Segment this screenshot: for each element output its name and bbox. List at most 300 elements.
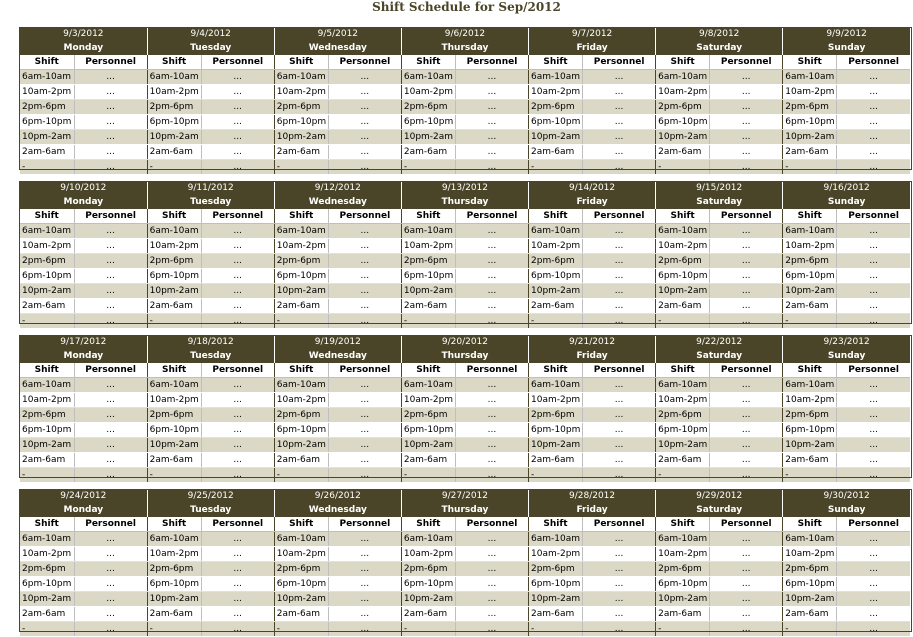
personnel-cell[interactable]: ...	[583, 622, 656, 637]
personnel-cell[interactable]: ...	[837, 438, 910, 453]
personnel-cell[interactable]: ...	[455, 532, 528, 547]
shift-time-cell[interactable]: 6am-10am	[147, 224, 201, 239]
personnel-cell[interactable]: ...	[455, 408, 528, 423]
shift-time-cell[interactable]: -	[274, 622, 328, 637]
personnel-cell[interactable]: ...	[710, 85, 783, 100]
shift-time-cell[interactable]: 2pm-6pm	[401, 100, 455, 115]
shift-time-cell[interactable]: 10pm-2am	[529, 284, 583, 299]
personnel-cell[interactable]: ...	[455, 85, 528, 100]
personnel-cell[interactable]: ...	[583, 224, 656, 239]
personnel-cell[interactable]: ...	[201, 393, 274, 408]
shift-time-cell[interactable]: 10am-2pm	[783, 393, 837, 408]
shift-time-cell[interactable]: 10am-2pm	[529, 85, 583, 100]
shift-time-cell[interactable]: 6am-10am	[274, 224, 328, 239]
shift-time-cell[interactable]: 2pm-6pm	[656, 408, 710, 423]
personnel-cell[interactable]: ...	[328, 423, 401, 438]
personnel-cell[interactable]: ...	[710, 254, 783, 269]
personnel-cell[interactable]: ...	[583, 378, 656, 393]
personnel-cell[interactable]: ...	[837, 145, 910, 160]
personnel-cell[interactable]: ...	[328, 224, 401, 239]
shift-time-cell[interactable]: 6am-10am	[529, 224, 583, 239]
shift-time-cell[interactable]: 10am-2pm	[274, 547, 328, 562]
shift-time-cell[interactable]: 10am-2pm	[401, 393, 455, 408]
personnel-cell[interactable]: ...	[710, 453, 783, 468]
shift-time-cell[interactable]: -	[147, 622, 201, 637]
shift-time-cell[interactable]: 6am-10am	[274, 70, 328, 85]
personnel-cell[interactable]: ...	[710, 239, 783, 254]
personnel-cell[interactable]: ...	[201, 423, 274, 438]
personnel-cell[interactable]: ...	[583, 438, 656, 453]
shift-time-cell[interactable]: 10pm-2am	[274, 284, 328, 299]
personnel-cell[interactable]: ...	[328, 592, 401, 607]
shift-time-cell[interactable]: 2pm-6pm	[401, 408, 455, 423]
personnel-cell[interactable]: ...	[837, 408, 910, 423]
shift-time-cell[interactable]: 6pm-10pm	[656, 423, 710, 438]
personnel-cell[interactable]: ...	[583, 130, 656, 145]
personnel-cell[interactable]: ...	[74, 115, 147, 130]
personnel-cell[interactable]: ...	[710, 547, 783, 562]
shift-time-cell[interactable]: 2pm-6pm	[274, 562, 328, 577]
shift-time-cell[interactable]: 10am-2pm	[274, 239, 328, 254]
personnel-cell[interactable]: ...	[583, 468, 656, 483]
personnel-cell[interactable]: ...	[455, 130, 528, 145]
shift-time-cell[interactable]: -	[529, 314, 583, 329]
personnel-cell[interactable]: ...	[837, 284, 910, 299]
personnel-cell[interactable]: ...	[328, 239, 401, 254]
personnel-cell[interactable]: ...	[74, 423, 147, 438]
personnel-cell[interactable]: ...	[455, 70, 528, 85]
personnel-cell[interactable]: ...	[74, 607, 147, 622]
shift-time-cell[interactable]: 10am-2pm	[147, 393, 201, 408]
personnel-cell[interactable]: ...	[328, 100, 401, 115]
personnel-cell[interactable]: ...	[837, 299, 910, 314]
personnel-cell[interactable]: ...	[710, 160, 783, 175]
shift-time-cell[interactable]: 6am-10am	[656, 378, 710, 393]
personnel-cell[interactable]: ...	[74, 284, 147, 299]
shift-time-cell[interactable]: 2pm-6pm	[274, 408, 328, 423]
personnel-cell[interactable]: ...	[201, 408, 274, 423]
shift-time-cell[interactable]: 10pm-2am	[783, 130, 837, 145]
shift-time-cell[interactable]: 10pm-2am	[401, 130, 455, 145]
personnel-cell[interactable]: ...	[328, 408, 401, 423]
shift-time-cell[interactable]: -	[401, 314, 455, 329]
shift-time-cell[interactable]: 10am-2pm	[529, 393, 583, 408]
personnel-cell[interactable]: ...	[583, 254, 656, 269]
personnel-cell[interactable]: ...	[201, 299, 274, 314]
personnel-cell[interactable]: ...	[837, 378, 910, 393]
shift-time-cell[interactable]: 6am-10am	[20, 70, 74, 85]
shift-time-cell[interactable]: 6am-10am	[147, 70, 201, 85]
personnel-cell[interactable]: ...	[583, 607, 656, 622]
shift-time-cell[interactable]: -	[20, 314, 74, 329]
personnel-cell[interactable]: ...	[328, 284, 401, 299]
shift-time-cell[interactable]: 10am-2pm	[20, 85, 74, 100]
personnel-cell[interactable]: ...	[837, 592, 910, 607]
personnel-cell[interactable]: ...	[74, 85, 147, 100]
personnel-cell[interactable]: ...	[74, 224, 147, 239]
personnel-cell[interactable]: ...	[201, 160, 274, 175]
shift-time-cell[interactable]: 6am-10am	[783, 532, 837, 547]
personnel-cell[interactable]: ...	[201, 438, 274, 453]
personnel-cell[interactable]: ...	[837, 577, 910, 592]
personnel-cell[interactable]: ...	[328, 562, 401, 577]
shift-time-cell[interactable]: 2pm-6pm	[783, 408, 837, 423]
personnel-cell[interactable]: ...	[583, 408, 656, 423]
shift-time-cell[interactable]: 2pm-6pm	[147, 100, 201, 115]
shift-time-cell[interactable]: -	[656, 314, 710, 329]
personnel-cell[interactable]: ...	[328, 130, 401, 145]
shift-time-cell[interactable]: 10pm-2am	[656, 284, 710, 299]
personnel-cell[interactable]: ...	[455, 284, 528, 299]
shift-time-cell[interactable]: 6pm-10pm	[20, 115, 74, 130]
shift-time-cell[interactable]: 10am-2pm	[401, 239, 455, 254]
personnel-cell[interactable]: ...	[583, 547, 656, 562]
shift-time-cell[interactable]: 10pm-2am	[20, 284, 74, 299]
shift-time-cell[interactable]: 2pm-6pm	[20, 408, 74, 423]
shift-time-cell[interactable]: 2pm-6pm	[529, 100, 583, 115]
personnel-cell[interactable]: ...	[455, 100, 528, 115]
personnel-cell[interactable]: ...	[328, 115, 401, 130]
personnel-cell[interactable]: ...	[201, 592, 274, 607]
shift-time-cell[interactable]: 2pm-6pm	[147, 562, 201, 577]
personnel-cell[interactable]: ...	[837, 314, 910, 329]
personnel-cell[interactable]: ...	[74, 160, 147, 175]
personnel-cell[interactable]: ...	[74, 378, 147, 393]
personnel-cell[interactable]: ...	[74, 453, 147, 468]
personnel-cell[interactable]: ...	[328, 532, 401, 547]
personnel-cell[interactable]: ...	[201, 145, 274, 160]
personnel-cell[interactable]: ...	[74, 299, 147, 314]
personnel-cell[interactable]: ...	[328, 85, 401, 100]
personnel-cell[interactable]: ...	[837, 70, 910, 85]
shift-time-cell[interactable]: -	[20, 622, 74, 637]
personnel-cell[interactable]: ...	[328, 438, 401, 453]
shift-time-cell[interactable]: 6pm-10pm	[656, 577, 710, 592]
shift-time-cell[interactable]: 6am-10am	[20, 532, 74, 547]
personnel-cell[interactable]: ...	[201, 577, 274, 592]
shift-time-cell[interactable]: 6pm-10pm	[20, 423, 74, 438]
shift-time-cell[interactable]: 2am-6am	[147, 453, 201, 468]
shift-time-cell[interactable]: 2am-6am	[20, 607, 74, 622]
shift-time-cell[interactable]: 6pm-10pm	[401, 577, 455, 592]
shift-time-cell[interactable]: 2pm-6pm	[20, 100, 74, 115]
shift-time-cell[interactable]: 2am-6am	[274, 299, 328, 314]
personnel-cell[interactable]: ...	[74, 468, 147, 483]
personnel-cell[interactable]: ...	[710, 408, 783, 423]
personnel-cell[interactable]: ...	[201, 547, 274, 562]
shift-time-cell[interactable]: 6pm-10pm	[529, 269, 583, 284]
shift-time-cell[interactable]: 10pm-2am	[656, 592, 710, 607]
shift-time-cell[interactable]: 2am-6am	[274, 453, 328, 468]
shift-time-cell[interactable]: 6pm-10pm	[529, 115, 583, 130]
shift-time-cell[interactable]: 10am-2pm	[147, 239, 201, 254]
shift-time-cell[interactable]: 2am-6am	[783, 607, 837, 622]
shift-time-cell[interactable]: -	[147, 314, 201, 329]
shift-time-cell[interactable]: 6pm-10pm	[274, 115, 328, 130]
shift-time-cell[interactable]: 10pm-2am	[529, 130, 583, 145]
shift-time-cell[interactable]: 2am-6am	[783, 453, 837, 468]
shift-time-cell[interactable]: 10am-2pm	[147, 547, 201, 562]
shift-time-cell[interactable]: 6am-10am	[656, 532, 710, 547]
personnel-cell[interactable]: ...	[201, 284, 274, 299]
personnel-cell[interactable]: ...	[201, 562, 274, 577]
personnel-cell[interactable]: ...	[455, 393, 528, 408]
shift-time-cell[interactable]: 2am-6am	[656, 453, 710, 468]
shift-time-cell[interactable]: 6pm-10pm	[529, 423, 583, 438]
shift-time-cell[interactable]: 6pm-10pm	[274, 577, 328, 592]
shift-time-cell[interactable]: 10pm-2am	[274, 592, 328, 607]
personnel-cell[interactable]: ...	[201, 607, 274, 622]
shift-time-cell[interactable]: -	[529, 160, 583, 175]
personnel-cell[interactable]: ...	[837, 254, 910, 269]
personnel-cell[interactable]: ...	[837, 130, 910, 145]
shift-time-cell[interactable]: 6am-10am	[147, 378, 201, 393]
personnel-cell[interactable]: ...	[583, 70, 656, 85]
personnel-cell[interactable]: ...	[583, 577, 656, 592]
personnel-cell[interactable]: ...	[455, 314, 528, 329]
personnel-cell[interactable]: ...	[455, 254, 528, 269]
personnel-cell[interactable]: ...	[583, 145, 656, 160]
personnel-cell[interactable]: ...	[201, 239, 274, 254]
shift-time-cell[interactable]: 6pm-10pm	[20, 577, 74, 592]
shift-time-cell[interactable]: 10pm-2am	[147, 284, 201, 299]
personnel-cell[interactable]: ...	[455, 224, 528, 239]
shift-time-cell[interactable]: 2am-6am	[401, 299, 455, 314]
personnel-cell[interactable]: ...	[583, 299, 656, 314]
shift-time-cell[interactable]: 6pm-10pm	[529, 577, 583, 592]
shift-time-cell[interactable]: -	[274, 160, 328, 175]
shift-time-cell[interactable]: -	[401, 468, 455, 483]
personnel-cell[interactable]: ...	[201, 622, 274, 637]
shift-time-cell[interactable]: 2am-6am	[401, 607, 455, 622]
personnel-cell[interactable]: ...	[328, 70, 401, 85]
shift-time-cell[interactable]: 2pm-6pm	[20, 562, 74, 577]
shift-time-cell[interactable]: 2pm-6pm	[529, 562, 583, 577]
personnel-cell[interactable]: ...	[710, 393, 783, 408]
personnel-cell[interactable]: ...	[583, 85, 656, 100]
personnel-cell[interactable]: ...	[837, 239, 910, 254]
personnel-cell[interactable]: ...	[837, 423, 910, 438]
shift-time-cell[interactable]: 6am-10am	[529, 532, 583, 547]
shift-time-cell[interactable]: 2pm-6pm	[529, 408, 583, 423]
shift-time-cell[interactable]: 10am-2pm	[656, 547, 710, 562]
shift-time-cell[interactable]: 2am-6am	[783, 299, 837, 314]
shift-time-cell[interactable]: 2am-6am	[274, 145, 328, 160]
personnel-cell[interactable]: ...	[455, 115, 528, 130]
shift-time-cell[interactable]: 2pm-6pm	[783, 562, 837, 577]
personnel-cell[interactable]: ...	[201, 314, 274, 329]
shift-time-cell[interactable]: 6am-10am	[147, 532, 201, 547]
shift-time-cell[interactable]: 6am-10am	[274, 378, 328, 393]
shift-time-cell[interactable]: 10pm-2am	[529, 592, 583, 607]
shift-time-cell[interactable]: 6am-10am	[783, 224, 837, 239]
personnel-cell[interactable]: ...	[455, 160, 528, 175]
personnel-cell[interactable]: ...	[74, 393, 147, 408]
personnel-cell[interactable]: ...	[455, 592, 528, 607]
shift-time-cell[interactable]: 6am-10am	[20, 224, 74, 239]
personnel-cell[interactable]: ...	[328, 254, 401, 269]
personnel-cell[interactable]: ...	[710, 577, 783, 592]
personnel-cell[interactable]: ...	[710, 299, 783, 314]
personnel-cell[interactable]: ...	[201, 130, 274, 145]
personnel-cell[interactable]: ...	[201, 70, 274, 85]
personnel-cell[interactable]: ...	[328, 160, 401, 175]
shift-time-cell[interactable]: 10pm-2am	[147, 130, 201, 145]
personnel-cell[interactable]: ...	[328, 393, 401, 408]
shift-time-cell[interactable]: 2am-6am	[529, 145, 583, 160]
personnel-cell[interactable]: ...	[74, 547, 147, 562]
personnel-cell[interactable]: ...	[710, 622, 783, 637]
shift-time-cell[interactable]: 2pm-6pm	[656, 100, 710, 115]
personnel-cell[interactable]: ...	[74, 100, 147, 115]
shift-time-cell[interactable]: 6pm-10pm	[783, 423, 837, 438]
shift-time-cell[interactable]: 6am-10am	[783, 70, 837, 85]
personnel-cell[interactable]: ...	[328, 468, 401, 483]
shift-time-cell[interactable]: 6am-10am	[401, 532, 455, 547]
shift-time-cell[interactable]: 10am-2pm	[274, 85, 328, 100]
shift-time-cell[interactable]: -	[20, 468, 74, 483]
personnel-cell[interactable]: ...	[201, 453, 274, 468]
personnel-cell[interactable]: ...	[201, 468, 274, 483]
personnel-cell[interactable]: ...	[583, 115, 656, 130]
shift-time-cell[interactable]: 10am-2pm	[783, 85, 837, 100]
personnel-cell[interactable]: ...	[583, 269, 656, 284]
personnel-cell[interactable]: ...	[201, 532, 274, 547]
personnel-cell[interactable]: ...	[710, 607, 783, 622]
personnel-cell[interactable]: ...	[710, 592, 783, 607]
shift-time-cell[interactable]: 10pm-2am	[656, 130, 710, 145]
shift-time-cell[interactable]: -	[529, 622, 583, 637]
shift-time-cell[interactable]: 6pm-10pm	[401, 269, 455, 284]
personnel-cell[interactable]: ...	[74, 145, 147, 160]
personnel-cell[interactable]: ...	[710, 423, 783, 438]
shift-time-cell[interactable]: 10pm-2am	[783, 284, 837, 299]
personnel-cell[interactable]: ...	[201, 254, 274, 269]
shift-time-cell[interactable]: 6am-10am	[401, 224, 455, 239]
shift-time-cell[interactable]: 10am-2pm	[20, 393, 74, 408]
personnel-cell[interactable]: ...	[710, 269, 783, 284]
shift-time-cell[interactable]: 2pm-6pm	[147, 408, 201, 423]
personnel-cell[interactable]: ...	[201, 224, 274, 239]
shift-time-cell[interactable]: 10am-2pm	[20, 239, 74, 254]
personnel-cell[interactable]: ...	[74, 408, 147, 423]
shift-time-cell[interactable]: 6pm-10pm	[147, 423, 201, 438]
shift-time-cell[interactable]: -	[274, 314, 328, 329]
shift-time-cell[interactable]: 6pm-10pm	[401, 423, 455, 438]
shift-time-cell[interactable]: 2am-6am	[401, 453, 455, 468]
personnel-cell[interactable]: ...	[74, 622, 147, 637]
personnel-cell[interactable]: ...	[201, 85, 274, 100]
personnel-cell[interactable]: ...	[583, 532, 656, 547]
shift-time-cell[interactable]: 2pm-6pm	[20, 254, 74, 269]
personnel-cell[interactable]: ...	[837, 269, 910, 284]
shift-time-cell[interactable]: 6am-10am	[656, 70, 710, 85]
shift-time-cell[interactable]: -	[401, 622, 455, 637]
personnel-cell[interactable]: ...	[837, 622, 910, 637]
personnel-cell[interactable]: ...	[837, 453, 910, 468]
personnel-cell[interactable]: ...	[74, 562, 147, 577]
shift-time-cell[interactable]: 10pm-2am	[20, 130, 74, 145]
shift-time-cell[interactable]: 10pm-2am	[783, 438, 837, 453]
shift-time-cell[interactable]: 6pm-10pm	[274, 269, 328, 284]
personnel-cell[interactable]: ...	[710, 100, 783, 115]
shift-time-cell[interactable]: 2am-6am	[20, 299, 74, 314]
shift-time-cell[interactable]: 2am-6am	[147, 299, 201, 314]
personnel-cell[interactable]: ...	[455, 438, 528, 453]
personnel-cell[interactable]: ...	[455, 577, 528, 592]
personnel-cell[interactable]: ...	[74, 269, 147, 284]
shift-time-cell[interactable]: 10am-2pm	[401, 547, 455, 562]
personnel-cell[interactable]: ...	[710, 562, 783, 577]
personnel-cell[interactable]: ...	[328, 577, 401, 592]
shift-time-cell[interactable]: 10pm-2am	[656, 438, 710, 453]
shift-time-cell[interactable]: 10pm-2am	[274, 438, 328, 453]
personnel-cell[interactable]: ...	[837, 115, 910, 130]
personnel-cell[interactable]: ...	[710, 130, 783, 145]
personnel-cell[interactable]: ...	[455, 607, 528, 622]
shift-time-cell[interactable]: 10am-2pm	[656, 85, 710, 100]
shift-time-cell[interactable]: 10pm-2am	[529, 438, 583, 453]
personnel-cell[interactable]: ...	[328, 607, 401, 622]
personnel-cell[interactable]: ...	[74, 70, 147, 85]
shift-time-cell[interactable]: 10pm-2am	[274, 130, 328, 145]
shift-time-cell[interactable]: 2pm-6pm	[783, 100, 837, 115]
personnel-cell[interactable]: ...	[328, 299, 401, 314]
shift-time-cell[interactable]: -	[147, 160, 201, 175]
shift-time-cell[interactable]: 10pm-2am	[147, 438, 201, 453]
shift-time-cell[interactable]: -	[401, 160, 455, 175]
personnel-cell[interactable]: ...	[455, 622, 528, 637]
personnel-cell[interactable]: ...	[583, 562, 656, 577]
shift-time-cell[interactable]: 6pm-10pm	[274, 423, 328, 438]
personnel-cell[interactable]: ...	[837, 393, 910, 408]
personnel-cell[interactable]: ...	[837, 562, 910, 577]
personnel-cell[interactable]: ...	[328, 453, 401, 468]
personnel-cell[interactable]: ...	[710, 284, 783, 299]
personnel-cell[interactable]: ...	[74, 314, 147, 329]
personnel-cell[interactable]: ...	[74, 532, 147, 547]
personnel-cell[interactable]: ...	[837, 100, 910, 115]
shift-time-cell[interactable]: 2am-6am	[20, 145, 74, 160]
shift-time-cell[interactable]: 2am-6am	[529, 453, 583, 468]
shift-time-cell[interactable]: 6pm-10pm	[147, 115, 201, 130]
personnel-cell[interactable]: ...	[74, 130, 147, 145]
personnel-cell[interactable]: ...	[74, 254, 147, 269]
personnel-cell[interactable]: ...	[328, 622, 401, 637]
personnel-cell[interactable]: ...	[583, 314, 656, 329]
personnel-cell[interactable]: ...	[201, 378, 274, 393]
shift-time-cell[interactable]: 2pm-6pm	[529, 254, 583, 269]
shift-time-cell[interactable]: 6am-10am	[656, 224, 710, 239]
shift-time-cell[interactable]: 6pm-10pm	[401, 115, 455, 130]
shift-time-cell[interactable]: 10pm-2am	[401, 592, 455, 607]
personnel-cell[interactable]: ...	[455, 468, 528, 483]
shift-time-cell[interactable]: 2pm-6pm	[401, 254, 455, 269]
personnel-cell[interactable]: ...	[74, 592, 147, 607]
shift-time-cell[interactable]: 10am-2pm	[656, 393, 710, 408]
shift-time-cell[interactable]: 10am-2pm	[274, 393, 328, 408]
shift-time-cell[interactable]: 2pm-6pm	[401, 562, 455, 577]
shift-time-cell[interactable]: 6pm-10pm	[783, 269, 837, 284]
shift-time-cell[interactable]: 6am-10am	[401, 70, 455, 85]
personnel-cell[interactable]: ...	[837, 468, 910, 483]
shift-time-cell[interactable]: -	[529, 468, 583, 483]
shift-time-cell[interactable]: -	[656, 468, 710, 483]
shift-time-cell[interactable]: 2am-6am	[656, 299, 710, 314]
shift-time-cell[interactable]: 10pm-2am	[401, 284, 455, 299]
personnel-cell[interactable]: ...	[837, 160, 910, 175]
personnel-cell[interactable]: ...	[710, 532, 783, 547]
